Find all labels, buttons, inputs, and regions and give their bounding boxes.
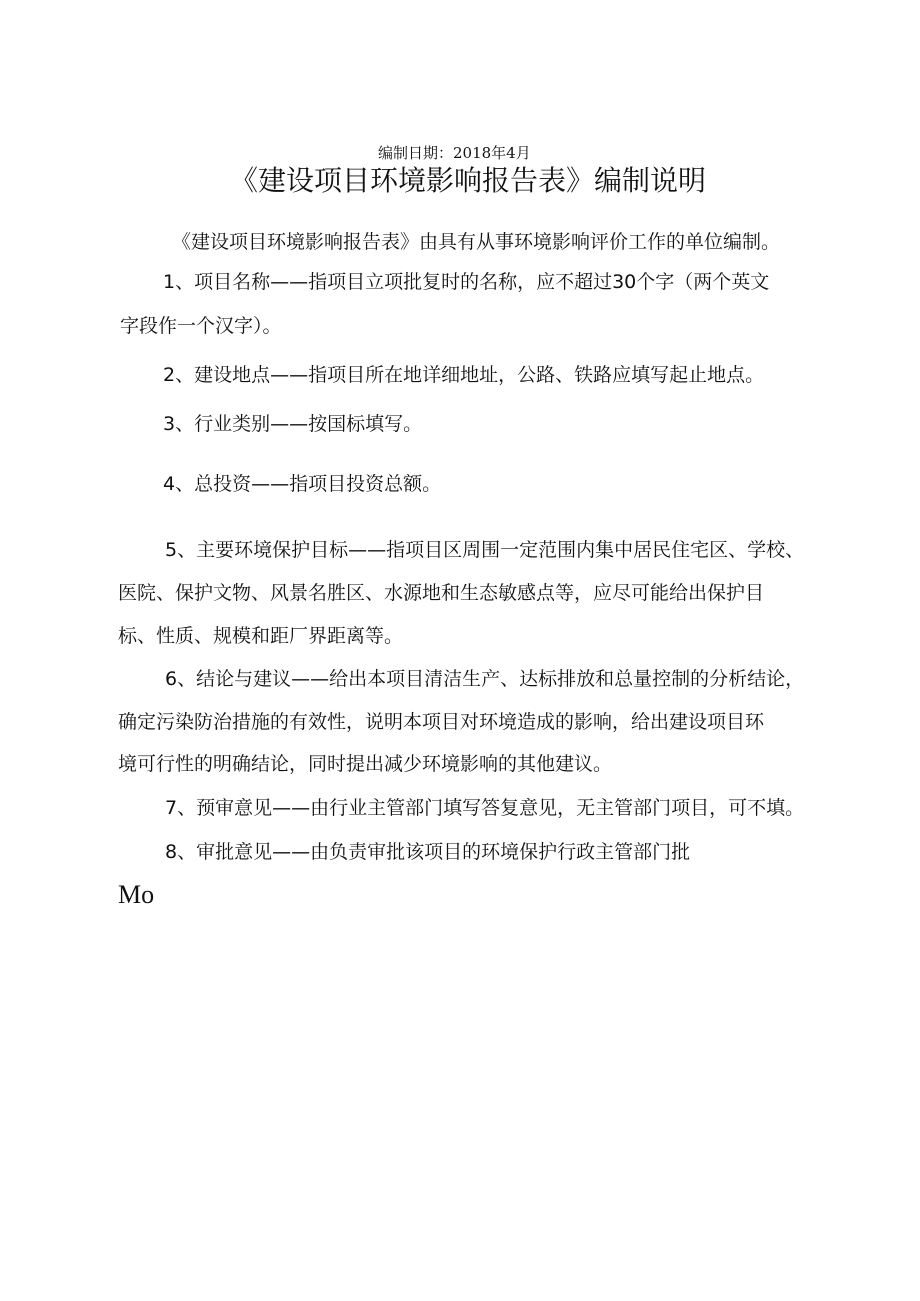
item-2: 2、建设地点——指项目所在地详细地址，公路、铁路应填写起止地点。 <box>163 364 765 386</box>
trailing-text: Mo <box>118 880 155 909</box>
item-5-line-3: 标、性质、规模和距厂界距离等。 <box>118 625 404 647</box>
item-4: 4、总投资——指项目投资总额。 <box>163 473 442 495</box>
item-6-line-1: 6、结论与建议——给出本项目清洁生产、达标排放和总量控制的分析结论， <box>165 668 805 690</box>
item-6-line-2: 确定污染防治措施的有效性，说明本项目对环境造成的影响，给出建设项目环 <box>118 711 765 733</box>
item-3: 3、行业类别——按国标填写。 <box>163 413 423 435</box>
compile-date: 编制日期：2018年4月 <box>378 144 531 162</box>
item-5-line-1: 5、主要环境保护目标——指项目区周围一定范围内集中居民住宅区、学校、 <box>165 539 805 561</box>
item-6-line-3: 境可行性的明确结论，同时提出减少环境影响的其他建议。 <box>118 753 613 775</box>
item-5-line-2: 医院、保护文物、风景名胜区、水源地和生态敏感点等，应尽可能给出保护目 <box>118 582 765 604</box>
item-1-line-1: 1、项目名称——指项目立项批复时的名称，应不超过30个字（两个英文 <box>163 271 770 293</box>
item-7: 7、预审意见——由行业主管部门填写答复意见，无主管部门项目，可不填。 <box>165 797 805 819</box>
item-8: 8、审批意见——由负责审批该项目的环境保护行政主管部门批 <box>165 841 691 863</box>
page-title: 《建设项目环境影响报告表》编制说明 <box>230 164 707 197</box>
intro-paragraph: 《建设项目环境影响报告表》由具有从事环境影响评价工作的单位编制。 <box>172 231 781 253</box>
item-1-line-2: 字段作一个汉字）。 <box>120 315 282 337</box>
